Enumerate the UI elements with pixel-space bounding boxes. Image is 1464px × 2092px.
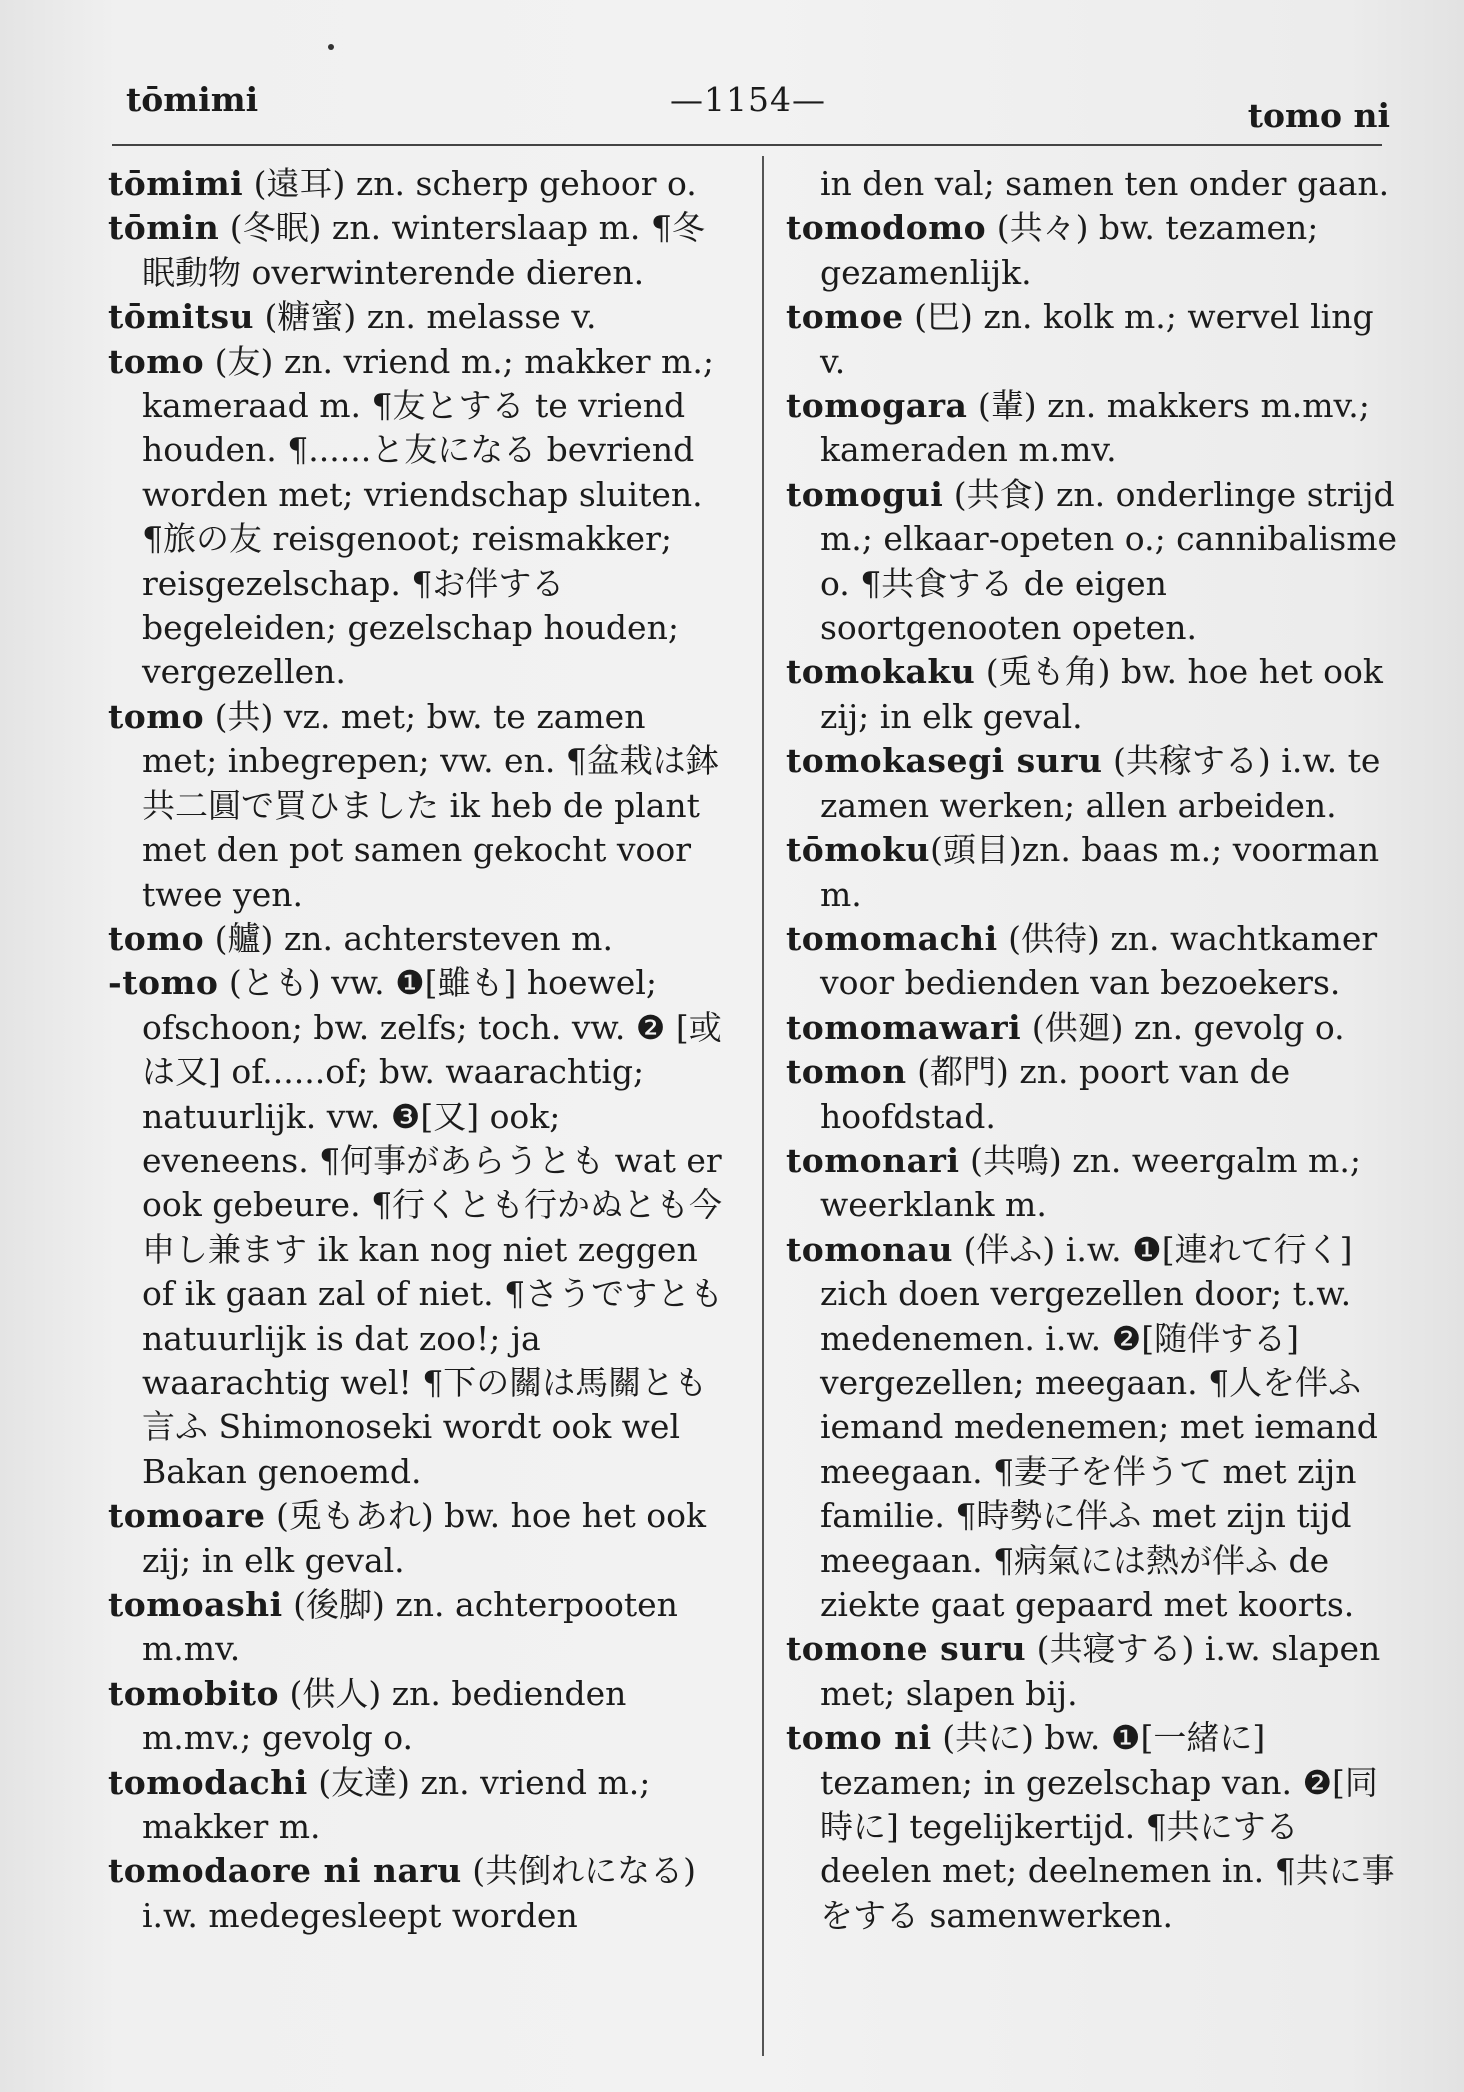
headword: tomonari — [786, 1140, 960, 1180]
entry — [786, 917, 1406, 1006]
running-head-left: tōmimi — [126, 80, 259, 119]
header-rule — [112, 144, 1382, 146]
definition: (都門) zn. poort van de hoofdstad. — [820, 1052, 1291, 1136]
headword: tomomachi — [786, 918, 998, 958]
entry — [786, 1627, 1406, 1716]
entry — [108, 695, 728, 917]
headword: tomo — [108, 341, 205, 381]
definition: (冬眠) zn. winterslaap m. ¶冬眠動物 overwinterende dieren. — [142, 208, 705, 292]
headword: tomoashi — [108, 1585, 283, 1624]
headword: tomone suru — [786, 1629, 1027, 1669]
definition: (とも) vw. ❶[雖も] hoewel; ofschoon; bw. zelfs; toch. vw. ❷ [或は又] of......of; bw. waarachtig; natuurlijk. vw. ❸[又] ook; eveneens. ¶何事があらうとも wat er ook gebeure. ¶行くとも行かぬとも今申し兼ます ik kan nog niet zeggen of ik gaan zal of niet. ¶さうですとも natuurlijk is dat zoo!; ja waarachtig wel! ¶下の關は馬關とも言ふ Shimonoseki wordt ook wel Bakan genoemd. — [142, 963, 724, 1491]
entry — [786, 384, 1406, 473]
entry — [786, 1716, 1406, 1938]
definition: (後脚) zn. achterpooten m.mv. — [142, 1585, 678, 1669]
headword: tōmitsu — [108, 297, 255, 337]
entry — [108, 1849, 728, 1938]
definition: in den val; samen ten onder gaan. — [820, 164, 1390, 203]
definition: (共鳴) zn. weergalm m.; weerklank m. — [820, 1140, 1361, 1225]
definition: (共に) bw. ❶[一緒に] tezamen; in gezelschap van. ❷[同時に] tegelijkertijd. ¶共にする deelen met; deelnemen in. ¶共に事をする samenwerken. — [820, 1718, 1395, 1935]
headword: tomo ni — [786, 1718, 932, 1758]
entry — [108, 162, 728, 206]
definition: (供廻) zn. gevolg o. — [1021, 1007, 1345, 1047]
entry — [786, 1228, 1406, 1628]
entry — [108, 1672, 728, 1761]
entry — [786, 295, 1406, 384]
entry — [786, 739, 1406, 828]
headword: tomon — [786, 1052, 907, 1092]
entry — [786, 1050, 1406, 1139]
ink-dot — [328, 44, 334, 50]
entry-continuation — [786, 162, 1406, 206]
entry — [108, 1761, 728, 1850]
headword: tōmin — [108, 208, 220, 248]
page-number: —1154— — [670, 80, 826, 119]
definition: (巴) zn. kolk m.; wervel ling v. — [820, 297, 1374, 381]
running-head-right: tomo ni — [1247, 96, 1390, 135]
definition: (共々) bw. tezamen; gezamenlijk. — [820, 208, 1319, 292]
entry — [786, 650, 1406, 739]
headword: tōmimi — [108, 164, 244, 203]
entry — [108, 340, 728, 695]
entry — [108, 1583, 728, 1672]
headword: tomokasegi suru — [786, 741, 1103, 781]
definition: (頭目)zn. baas m.; voorman m. — [820, 830, 1380, 914]
entry — [786, 828, 1406, 917]
headword: tomo — [108, 918, 205, 958]
headword: tomobito — [108, 1673, 280, 1713]
headword: tomogui — [786, 474, 944, 514]
entry — [108, 206, 728, 295]
definition: (糖蜜) zn. melasse v. — [254, 297, 597, 337]
entry — [108, 1494, 728, 1583]
definition: (兎もあれ) bw. hoe het ook zij; in elk geval. — [142, 1496, 707, 1580]
definition: (艫) zn. achtersteven m. — [204, 918, 613, 958]
entry — [786, 473, 1406, 651]
headword: tomodachi — [108, 1762, 308, 1802]
headword: tōmoku — [786, 830, 931, 870]
definition: (遠耳) zn. scherp gehoor o. — [243, 164, 697, 203]
headword: tomoe — [786, 297, 904, 337]
headword: tomomawari — [786, 1007, 1022, 1047]
right-column — [786, 162, 1406, 1938]
definition: (伴ふ) i.w. ❶[連れて行く] zich doen vergezellen door; t.w. medenemen. i.w. ❷[随伴する] vergezellen; meegaan. ¶人を伴ふ iemand medenemen; met iemand meegaan. ¶妻子を伴うて met zijn familie. ¶時勢に伴ふ met zijn tijd meegaan. ¶病氣には熱が伴ふ de ziekte gaat gepaard met koorts. — [820, 1229, 1378, 1624]
definition: (供待) zn. wachtkamer voor bedienden van bezoekers. — [820, 918, 1378, 1003]
left-column — [108, 162, 728, 1938]
headword: tomonau — [786, 1229, 954, 1269]
definition: (共寝する) i.w. slapen met; slapen bij. — [820, 1629, 1381, 1713]
headword: tomodaore ni naru — [108, 1851, 462, 1891]
headword: tomodomo — [786, 208, 987, 248]
definition: (兎も角) bw. hoe het ook zij; in elk geval. — [820, 652, 1383, 736]
entry — [786, 206, 1406, 295]
definition: (友達) zn. vriend m.; makker m. — [142, 1762, 651, 1847]
entry — [786, 1139, 1406, 1228]
headword: tomogara — [786, 386, 968, 426]
definition: (共) vz. met; bw. te zamen met; inbegrepen; vw. en. ¶盆栽は鉢共二圓で買ひました ik heb de plant met den pot samen gekocht voor twee yen. — [142, 696, 719, 914]
definition: (共稼する) i.w. te zamen werken; allen arbeiden. — [820, 741, 1381, 825]
definition: (友) zn. vriend m.; makker m.; kameraad m. ¶友とする te vriend houden. ¶......と友になる bevriend worden met; vriendschap sluiten. ¶旅の友 reisgenoot; reismakker; reisgezelschap. ¶お伴する begeleiden; gezelschap houden; vergezellen. — [142, 341, 714, 692]
entry — [786, 1006, 1406, 1050]
headword: -tomo — [108, 963, 219, 1003]
headword: tomo — [108, 696, 205, 736]
definition: (供人) zn. bedienden m.mv.; gevolg o. — [142, 1673, 627, 1758]
definition: (共倒れになる) i.w. medegesleept worden — [142, 1851, 697, 1935]
entry — [108, 295, 728, 339]
definition: (輩) zn. makkers m.mv.; kameraden m.mv. — [820, 386, 1370, 470]
column-divider — [762, 156, 764, 2056]
entry — [108, 961, 728, 1494]
entry — [108, 917, 728, 961]
definition: (共食) zn. onderlinge strijd m.; elkaar-opeten o.; cannibalisme o. ¶共食する de eigen soortgenooten opeten. — [820, 474, 1398, 648]
headword: tomoare — [108, 1496, 266, 1536]
headword: tomokaku — [786, 652, 976, 692]
